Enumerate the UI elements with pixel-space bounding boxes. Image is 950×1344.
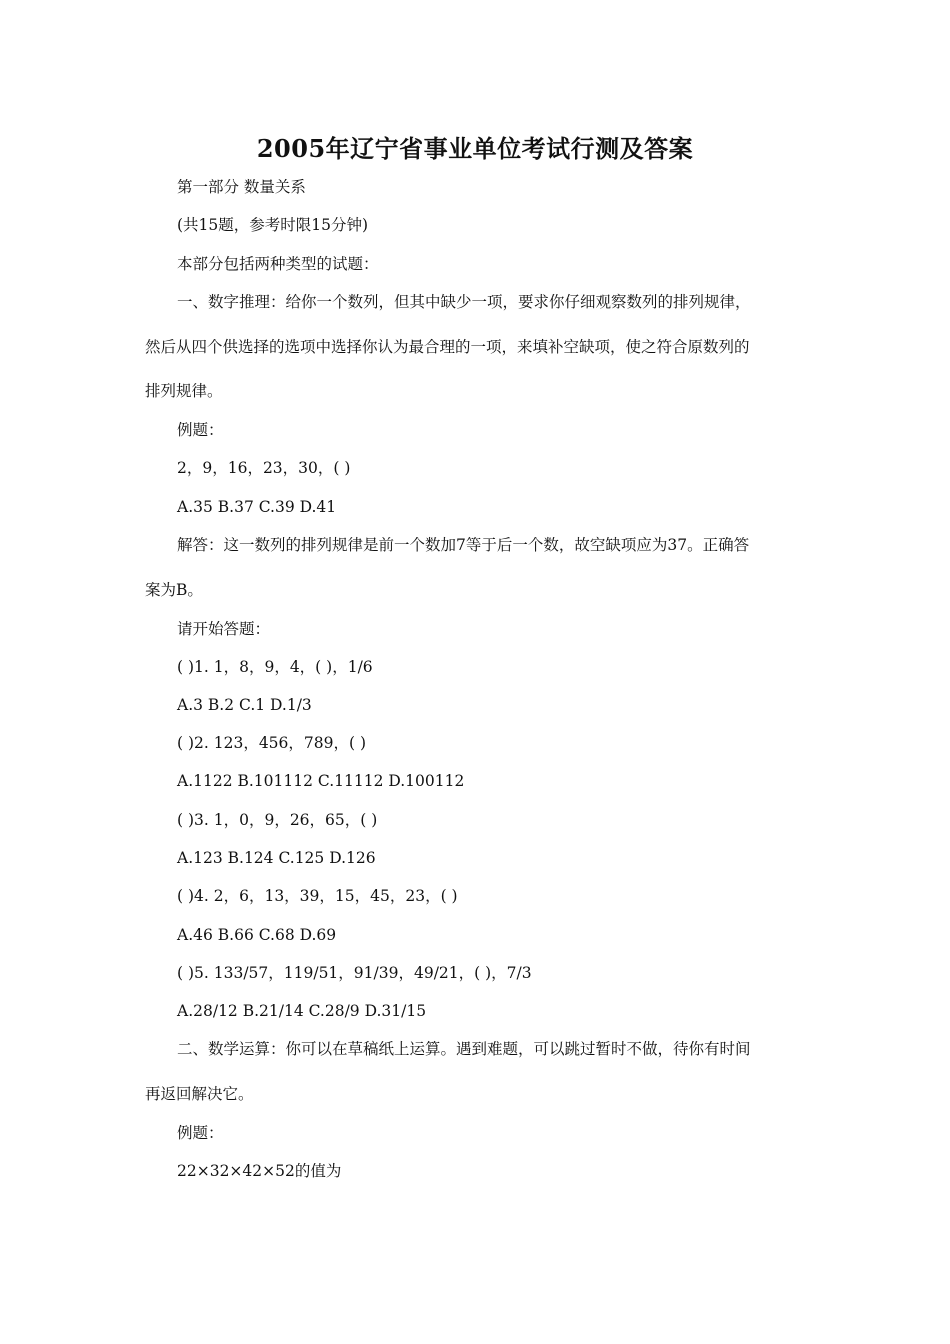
question-line: ( )3. 1，0，9，26，65，( )	[177, 811, 378, 829]
question-line: ( )4. 2，6，13，39，15，45，23，( )	[177, 887, 458, 905]
question-options: A.28/12 B.21/14 C.28/9 D.31/15	[177, 1002, 427, 1020]
section-heading: 第一部分 数量关系	[177, 178, 306, 196]
page-title: 2005年辽宁省事业单位考试行测及答案	[256, 134, 694, 163]
explanation-line: 案为B。	[145, 581, 203, 599]
example-expression: 22×32×42×52的值为	[177, 1162, 342, 1180]
question-options: A.123 B.124 C.125 D.126	[177, 849, 376, 867]
example-label: 例题：	[177, 421, 224, 439]
explanation-line: 解答：这一数列的排列规律是前一个数加7等于后一个数，故空缺项应为37。正确答	[177, 536, 750, 554]
question-options: A.1122 B.101112 C.11112 D.100112	[177, 772, 465, 790]
question-line: ( )2. 123，456，789，( )	[177, 734, 367, 752]
example-label: 例题：	[177, 1124, 224, 1142]
start-prompt: 请开始答题：	[177, 620, 271, 638]
question-line: ( )5. 133/57，119/51，91/39，49/21，( )，7/3	[177, 964, 532, 982]
paragraph-line: 二、数学运算：你可以在草稿纸上运算。遇到难题，可以跳过暂时不做，待你有时间	[177, 1040, 751, 1058]
paragraph-line: 排列规律。	[145, 382, 223, 400]
section-note: (共15题，参考时限15分钟)	[177, 216, 369, 234]
question-options: A.46 B.66 C.68 D.69	[177, 926, 337, 944]
example-sequence: 2，9，16，23，30，( )	[177, 459, 351, 477]
paragraph-line: 再返回解决它。	[145, 1085, 254, 1103]
paragraph-line: 一、数字推理：给你一个数列，但其中缺少一项，要求你仔细观察数列的排列规律，	[177, 293, 751, 311]
question-options: A.3 B.2 C.1 D.1/3	[177, 696, 312, 714]
paragraph-line: 本部分包括两种类型的试题：	[177, 255, 379, 273]
paragraph-line: 然后从四个供选择的选项中选择你认为最合理的一项，来填补空缺项，使之符合原数列的	[145, 338, 750, 356]
question-line: ( )1. 1，8，9，4，( )，1/6	[177, 658, 373, 676]
example-options: A.35 B.37 C.39 D.41	[177, 498, 337, 516]
